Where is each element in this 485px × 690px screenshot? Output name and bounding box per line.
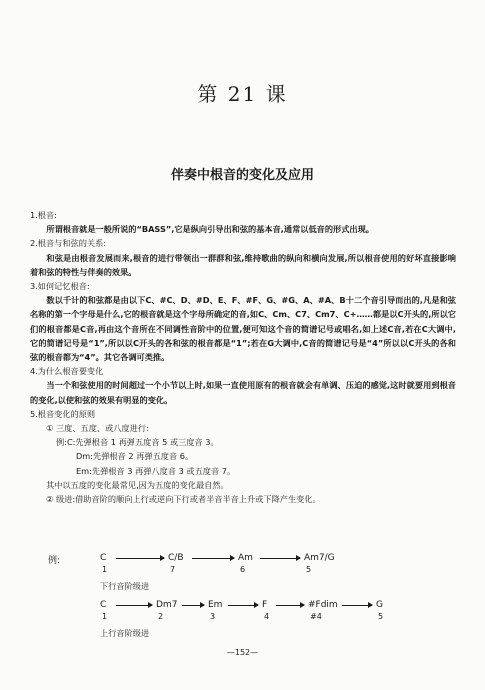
chord-symbol: Am [238,553,253,563]
arrow-icon [260,558,300,559]
section-heading: 5.根音变化的原则 [30,408,96,419]
chord-symbol: F [262,600,268,610]
scale-degree: 3 [210,612,216,621]
arrow-icon [116,605,152,606]
scale-degree: 5 [378,612,384,621]
example-label: 例: [48,556,61,566]
chord-symbol: Em [208,600,223,610]
chord-symbol: C [100,600,107,610]
section-paragraph: 所谓根音就是一般所说的“BASS”,它是纵向引导出和弦的基本音,通常以低音的形式出现。 [46,224,374,235]
example-line: Em:先弹根音 3 再弹八度音 3 或五度音 7。 [76,465,236,476]
chord-symbol: Am7/G [304,553,335,563]
arrow-icon [116,558,164,559]
scale-degree: 5 [306,565,312,574]
arrow-icon [276,605,304,606]
chord-symbol: C [100,553,107,563]
section-paragraph: 数以千计的和弦都是由以下C、#C、D、#D、E、F、#F、G、#G、A、#A、B十二个音引导而出的,凡是和弦名称的第一个字母是什么,它的根音就是这个字母所确定的音,如C、Cm、C7、Cm7、C+……都是以C开头的,所以它们的根音都是C音,再由这个音所在不同调性音阶中的位置,便可知这个音的简谱记号或唱名,如上述C音,若在C大调中,它的简谱记号是“1”,所以以C开头的各和弦的根音都是“1”;若在G大调中,C音的简谱记号是“4”所以以C开头的各和弦的根音都为“4”。其它各调可类推。 [30,295,456,363]
body-text [30,208,456,506]
arrow-icon [182,605,204,606]
chord-symbol: Dm7 [156,600,178,610]
chord-symbol: G [376,600,383,610]
arrow-icon [342,605,372,606]
section-paragraph: 当一个和弦使用的时间超过一个小节以上时,如果一直使用原有的根音就会有单调、压迫的感觉,这时就要用到根音的变化,以使和弦的效果有明显的变化。 [30,380,456,405]
section-heading: 4.为什么根音要变化 [30,366,104,377]
example-line: 例:C:先弹根音 1 再弹五度音 5 或三度音 3。 [56,437,219,448]
scale-degree: 4 [264,612,270,621]
section-heading: 2.根音与和弦的关系: [30,238,107,249]
scale-degree: #4 [310,612,322,621]
scale-degree: 1 [102,612,108,621]
chapter-title: 伴奏中根音的变化及应用 [170,168,314,183]
chord-symbol: C/B [168,553,184,563]
scale-degree: 1 [102,565,108,574]
section-heading: 1.根音: [30,210,57,220]
note-line: 其中以五度的变化最常见,因为五度的变化最自然。 [46,479,229,490]
chord-symbol: #Fdim [308,600,338,610]
page-number: —152— [226,648,259,657]
scale-degree: 6 [240,565,246,574]
scale-degree: 7 [170,565,176,574]
section-paragraph: 和弦是由根音发展而来,根音的进行带领出一群群和弦,维持歌曲的纵向和横向发展,所以根音使用的好坏直接影响着和弦的特性与伴奏的效果。 [30,252,456,277]
section-heading: 3.如何记忆根音: [30,281,90,292]
arrow-icon [192,558,234,559]
scale-degree: 2 [158,612,164,621]
progression-caption: 上行音阶级进 [100,628,150,638]
lesson-title: 第 21 课 [197,82,288,106]
progression-caption: 下行音阶级进 [100,581,150,591]
arrow-icon [228,605,258,606]
example-line: Dm:先弹根音 2 再弹五度音 6。 [76,451,194,462]
subheading: ① 三度、五度、或八度进行: [46,423,149,434]
subheading: ② 级进:借助音阶的顺向上行或逆向下行或者半音半音上升或下降产生变化。 [46,494,321,505]
